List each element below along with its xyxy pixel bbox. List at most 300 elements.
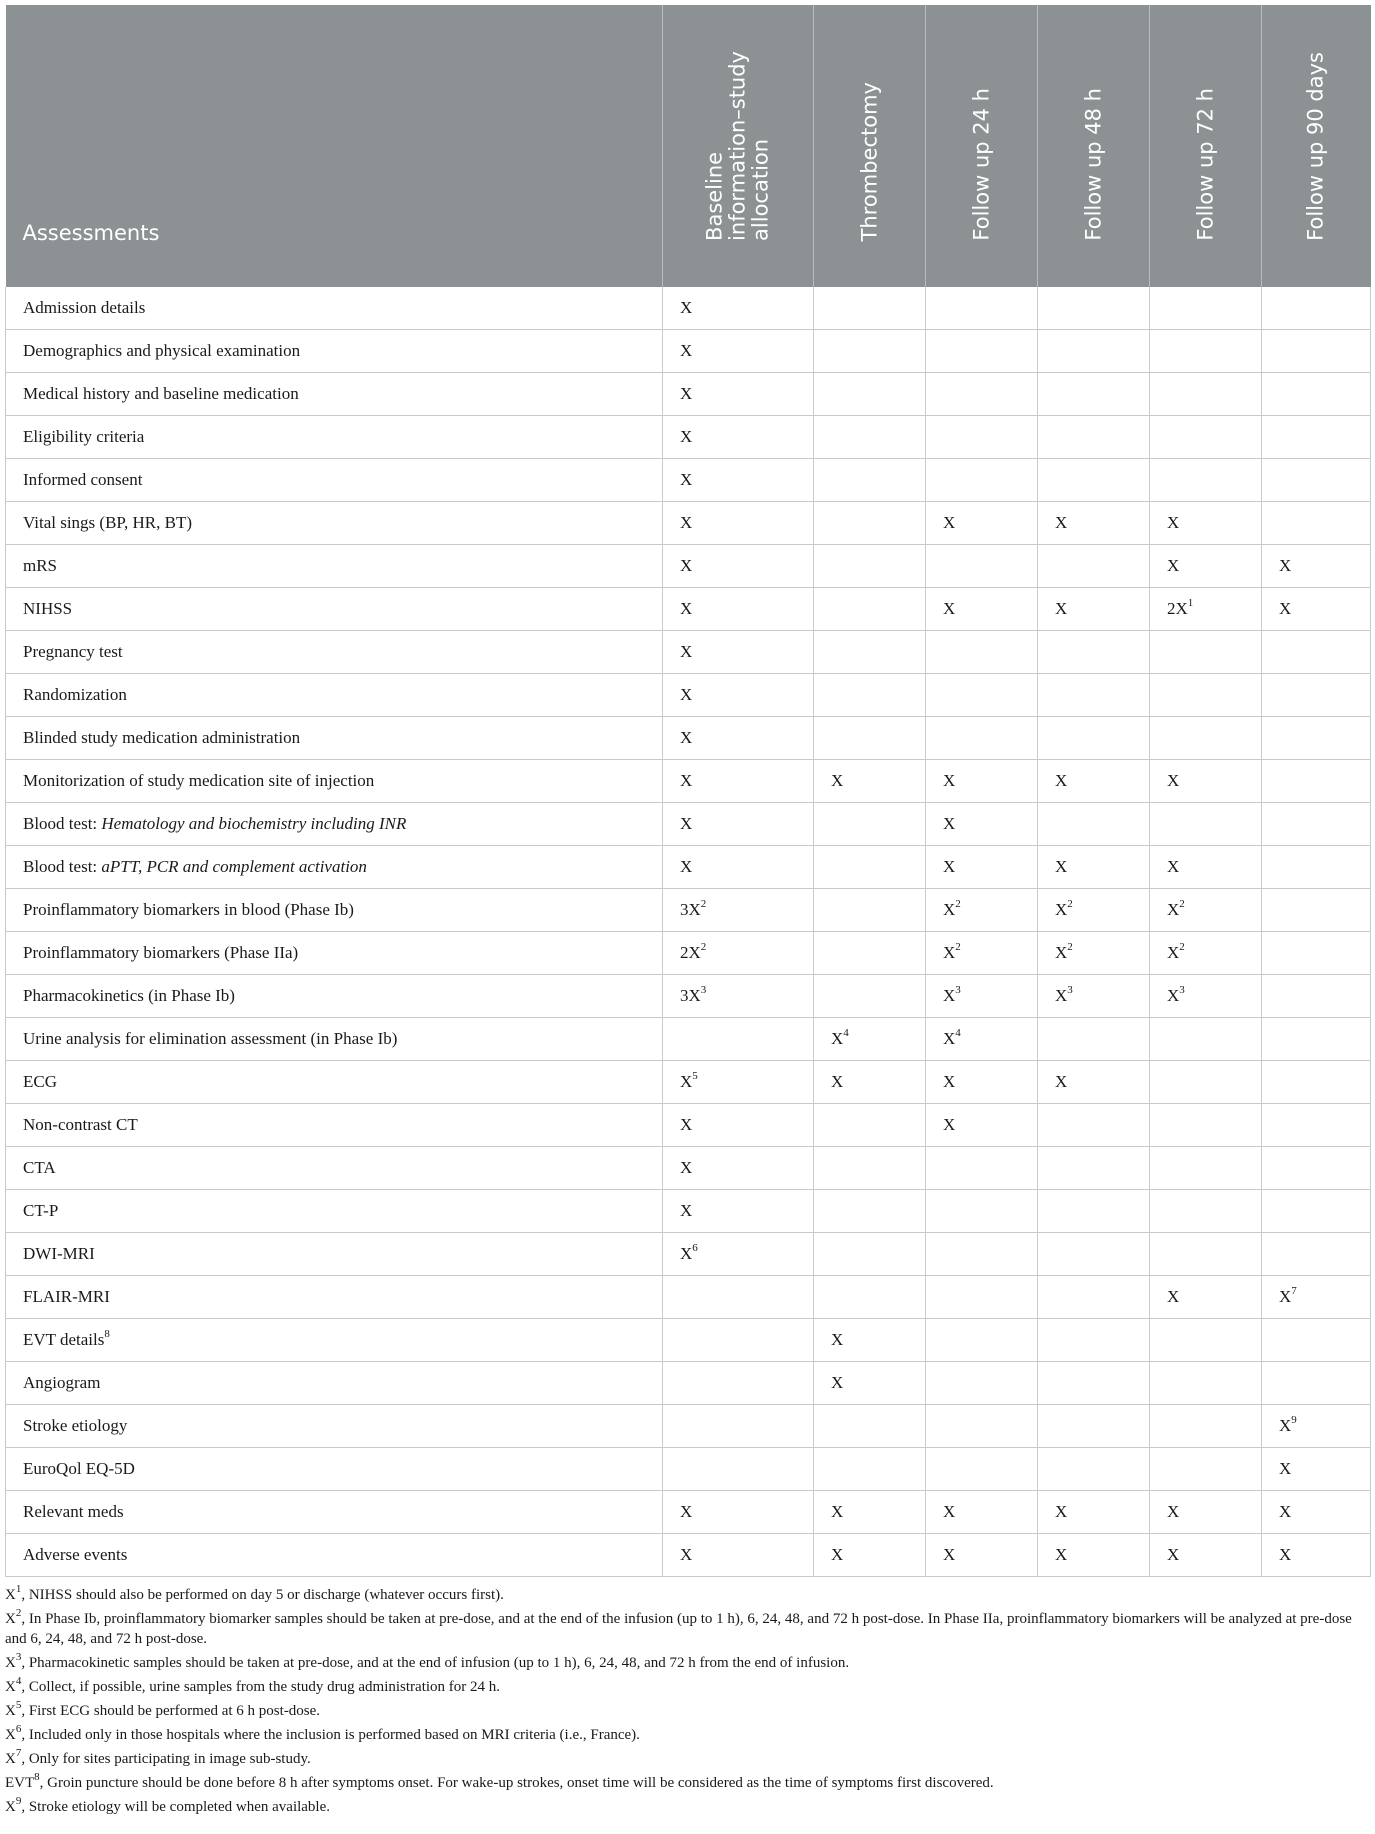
schedule-mark: X: [1055, 900, 1068, 919]
assessment-text: Blood test:: [23, 857, 102, 876]
footnote-ref: 2: [1179, 941, 1185, 954]
schedule-cell: [1038, 1319, 1150, 1362]
schedule-cell: [814, 674, 926, 717]
schedule-cell: [926, 674, 1038, 717]
assessment-label: [6, 760, 663, 803]
schedule-cell: [926, 459, 1038, 502]
schedule-cell: [663, 760, 814, 803]
schedule-cell: [814, 760, 926, 803]
schedule-cell: [926, 631, 1038, 674]
schedule-mark: X: [1055, 1545, 1068, 1564]
schedule-cell: [1150, 502, 1262, 545]
schedule-mark: 3X: [680, 900, 701, 919]
schedule-mark: X: [1167, 943, 1180, 962]
schedule-mark: X: [943, 1115, 956, 1134]
schedule-cell: [1038, 932, 1150, 975]
schedule-cell: [1262, 502, 1371, 545]
schedule-cell: [1038, 1534, 1150, 1577]
header-follow-up-24h: [926, 5, 1038, 287]
schedule-cell: [663, 1018, 814, 1061]
schedule-cell: [1150, 416, 1262, 459]
schedule-cell: [1150, 1018, 1262, 1061]
schedule-cell: [814, 1491, 926, 1534]
schedule-cell: [926, 502, 1038, 545]
assessment-text: mRS: [23, 556, 58, 575]
table-row: [6, 674, 1371, 717]
schedule-cell: [1150, 760, 1262, 803]
schedule-mark: X: [943, 900, 956, 919]
footnote-text: , Included only in those hospitals where the inclusion is performed based on MRI criteria (i.e., France).: [21, 1727, 640, 1743]
header-label: Baseline information–study allocation: [702, 51, 773, 241]
schedule-cell: [1150, 803, 1262, 846]
schedule-cell: [926, 975, 1038, 1018]
footnote: [5, 1677, 1370, 1697]
schedule-mark: X: [943, 599, 956, 618]
table-row: [6, 1190, 1371, 1233]
assessment-text: Blood test:: [23, 814, 102, 833]
schedule-cell: [1150, 1190, 1262, 1233]
schedule-cell: [1038, 287, 1150, 330]
schedule-cell: [1150, 330, 1262, 373]
schedule-cell: [1150, 373, 1262, 416]
schedule-cell: [1038, 416, 1150, 459]
schedule-cell: [1038, 846, 1150, 889]
assessment-label: [6, 1362, 663, 1405]
assessment-label: [6, 1319, 663, 1362]
footnote-prefix: X: [5, 1655, 16, 1671]
schedule-cell: [663, 717, 814, 760]
assessment-text: Non-contrast CT: [23, 1115, 138, 1134]
schedule-mark: X: [1167, 513, 1180, 532]
assessment-text: Pharmacokinetics (in Phase Ib): [23, 986, 235, 1005]
schedule-cell: [663, 1061, 814, 1104]
table-row: [6, 287, 1371, 330]
schedule-cell: [814, 1362, 926, 1405]
schedule-mark: X: [680, 298, 693, 317]
schedule-mark: X: [831, 1330, 844, 1349]
schedule-mark: X: [831, 1029, 844, 1048]
table-row: [6, 1233, 1371, 1276]
schedule-cell: [1150, 889, 1262, 932]
schedule-mark: X: [1167, 771, 1180, 790]
schedule-cell: [663, 1147, 814, 1190]
schedule-cell: [1262, 846, 1371, 889]
schedule-mark: X: [943, 857, 956, 876]
schedule-cell: [1262, 1061, 1371, 1104]
schedule-cell: [814, 1190, 926, 1233]
schedule-mark: X: [680, 642, 693, 661]
assessment-text: Angiogram: [23, 1373, 101, 1392]
footnote: [5, 1797, 1370, 1817]
schedule-cell: [814, 631, 926, 674]
schedule-mark: X: [1279, 1459, 1292, 1478]
schedule-mark: X: [1279, 556, 1292, 575]
schedule-cell: [663, 1405, 814, 1448]
schedule-cell: [814, 502, 926, 545]
assessment-text: Monitorization of study medication site of injection: [23, 771, 375, 790]
footnote-text: , First ECG should be performed at 6 h post-dose.: [21, 1703, 321, 1719]
schedule-cell: [926, 588, 1038, 631]
assessment-label: [6, 459, 663, 502]
schedule-mark: X: [1167, 1545, 1180, 1564]
schedule-cell: [1038, 803, 1150, 846]
assessment-label: [6, 1276, 663, 1319]
schedule-mark: X: [943, 986, 956, 1005]
assessment-label: [6, 1104, 663, 1147]
schedule-cell: [926, 1491, 1038, 1534]
schedule-mark: X: [1055, 857, 1068, 876]
assessment-text: CTA: [23, 1158, 56, 1177]
schedule-cell: [1150, 1534, 1262, 1577]
footnote-ref: 2: [1067, 898, 1073, 911]
schedule-cell: [1038, 1061, 1150, 1104]
schedule-cell: [814, 975, 926, 1018]
schedule-cell: [926, 1147, 1038, 1190]
schedule-cell: [663, 1190, 814, 1233]
assessment-text: DWI-MRI: [23, 1244, 95, 1263]
schedule-cell: [814, 803, 926, 846]
assessment-label: [6, 1534, 663, 1577]
footnote-ref: 2: [1179, 898, 1185, 911]
schedule-cell: [926, 330, 1038, 373]
footnote-prefix: X: [5, 1679, 16, 1695]
schedule-cell: [926, 760, 1038, 803]
footnote-ref: 3: [1067, 984, 1073, 997]
assessment-text: Informed consent: [23, 470, 143, 489]
schedule-cell: [1262, 287, 1371, 330]
schedule-cell: [1150, 717, 1262, 760]
assessment-text: Relevant meds: [23, 1502, 124, 1521]
footnote-ref: 2: [1067, 941, 1073, 954]
schedule-cell: [814, 545, 926, 588]
schedule-cell: [926, 287, 1038, 330]
assessment-label: [6, 373, 663, 416]
table-row: [6, 846, 1371, 889]
schedule-cell: [814, 1319, 926, 1362]
schedule-mark: 3X: [680, 986, 701, 1005]
assessment-label: [6, 717, 663, 760]
schedule-cell: [814, 1448, 926, 1491]
schedule-cell: [926, 1319, 1038, 1362]
schedule-cell: [1262, 416, 1371, 459]
assessment-text: Pregnancy test: [23, 642, 123, 661]
schedule-cell: [1150, 846, 1262, 889]
schedule-mark: X: [680, 814, 693, 833]
schedule-mark: X: [1055, 1502, 1068, 1521]
schedule-cell: [814, 373, 926, 416]
schedule-cell: [926, 373, 1038, 416]
header-label: Thrombectomy: [857, 81, 881, 241]
table-row: [6, 1104, 1371, 1147]
table-row: [6, 459, 1371, 502]
schedule-mark: X: [680, 1244, 693, 1263]
schedule-mark: X: [1279, 1287, 1292, 1306]
footnote-text: , Groin puncture should be done before 8 h after symptoms onset. For wake-up strokes, onset time will be considered as the time of symptoms first discovered.: [39, 1775, 994, 1791]
schedule-mark: X: [1167, 556, 1180, 575]
schedule-cell: [663, 631, 814, 674]
header-label: Follow up 90 days: [1303, 52, 1328, 241]
schedule-mark: X: [680, 556, 693, 575]
footnote: [5, 1749, 1370, 1769]
schedule-cell: [1150, 631, 1262, 674]
table-row: [6, 545, 1371, 588]
schedule-cell: [1038, 631, 1150, 674]
schedule-cell: [1038, 1276, 1150, 1319]
schedule-cell: [1150, 1276, 1262, 1319]
schedule-mark: X: [1055, 599, 1068, 618]
footnote: [5, 1653, 1370, 1673]
footnote-prefix: X: [5, 1587, 16, 1603]
schedule-cell: [1262, 760, 1371, 803]
schedule-cell: [926, 717, 1038, 760]
schedule-cell: [1262, 1534, 1371, 1577]
assessment-label: [6, 1405, 663, 1448]
table-row: [6, 1147, 1371, 1190]
assessment-label: [6, 588, 663, 631]
header-follow-up-72h: [1150, 5, 1262, 287]
schedule-cell: [1262, 1491, 1371, 1534]
schedule-cell: [663, 287, 814, 330]
assessment-text: Randomization: [23, 685, 127, 704]
schedule-cell: [663, 674, 814, 717]
schedule-cell: [1262, 1405, 1371, 1448]
schedule-cell: [926, 1018, 1038, 1061]
schedule-mark: X: [1279, 1545, 1292, 1564]
footnote-number: 9: [15, 1795, 22, 1807]
schedule-mark: 2X: [680, 943, 701, 962]
table-row: [6, 889, 1371, 932]
assessment-text: Urine analysis for elimination assessment (in Phase Ib): [23, 1029, 398, 1048]
schedule-cell: [1038, 975, 1150, 1018]
schedule-cell: [1038, 717, 1150, 760]
footnote-ref: 4: [955, 1027, 961, 1040]
schedule-cell: [663, 889, 814, 932]
footnote-prefix: EVT: [5, 1775, 35, 1791]
schedule-cell: [663, 1276, 814, 1319]
schedule-mark: X: [680, 685, 693, 704]
schedule-mark: X: [680, 771, 693, 790]
schedule-cell: [1262, 588, 1371, 631]
table-row: [6, 416, 1371, 459]
schedule-cell: [663, 502, 814, 545]
schedule-mark: X: [680, 513, 693, 532]
footnote-ref: 2: [955, 898, 961, 911]
schedule-mark: X: [1279, 599, 1292, 618]
schedule-cell: [663, 846, 814, 889]
assessment-text: Demographics and physical examination: [23, 341, 301, 360]
schedule-cell: [1038, 674, 1150, 717]
table-header-row: [6, 5, 1371, 287]
schedule-cell: [1150, 588, 1262, 631]
schedule-mark: X: [1279, 1502, 1292, 1521]
schedule-cell: [1262, 932, 1371, 975]
schedule-cell: [814, 932, 926, 975]
schedule-cell: [663, 1362, 814, 1405]
schedule-cell: [1038, 1147, 1150, 1190]
footnote-prefix: X: [5, 1727, 16, 1743]
footnote-ref: 5: [692, 1070, 698, 1083]
assessment-text: Blinded study medication administration: [23, 728, 301, 747]
schedule-cell: [1262, 1147, 1371, 1190]
assessment-schedule: [5, 5, 1370, 1821]
schedule-cell: [1150, 1405, 1262, 1448]
footnote-ref: 8: [104, 1328, 110, 1341]
footnote: [5, 1701, 1370, 1721]
assessment-label: [6, 631, 663, 674]
assessment-label: [6, 674, 663, 717]
schedule-cell: [1150, 932, 1262, 975]
schedule-cell: [663, 1233, 814, 1276]
schedule-cell: [1262, 1362, 1371, 1405]
assessment-label: [6, 330, 663, 373]
assessment-text: NIHSS: [23, 599, 73, 618]
schedule-cell: [663, 803, 814, 846]
assessment-label: [6, 803, 663, 846]
schedule-cell: [663, 330, 814, 373]
schedule-cell: [663, 932, 814, 975]
footnote-ref: 6: [692, 1242, 698, 1255]
header-label: Follow up 48 h: [1081, 88, 1105, 241]
schedule-cell: [1262, 1276, 1371, 1319]
schedule-cell: [1150, 545, 1262, 588]
schedule-cell: [926, 1405, 1038, 1448]
schedule-cell: [663, 1448, 814, 1491]
table-row: [6, 631, 1371, 674]
assessment-detail: aPTT, PCR and complement activation: [101, 857, 367, 876]
table-row: [6, 1362, 1371, 1405]
schedule-cell: [814, 588, 926, 631]
schedule-cell: [814, 846, 926, 889]
schedule-mark: X: [831, 1072, 844, 1091]
assessment-label: [6, 1233, 663, 1276]
schedule-mark: X: [1279, 1416, 1292, 1435]
footnote: [5, 1585, 1370, 1605]
schedule-mark: X: [831, 771, 844, 790]
schedule-cell: [1262, 803, 1371, 846]
header-thrombectomy: [814, 5, 926, 287]
schedule-mark: X: [1167, 1287, 1180, 1306]
assessment-label: [6, 287, 663, 330]
schedule-mark: X: [1055, 513, 1068, 532]
schedule-mark: X: [680, 1201, 693, 1220]
schedule-cell: [1150, 1362, 1262, 1405]
schedule-cell: [926, 545, 1038, 588]
assessment-label: [6, 932, 663, 975]
schedule-cell: [814, 416, 926, 459]
schedule-cell: [926, 846, 1038, 889]
schedule-cell: [1262, 545, 1371, 588]
assessment-text: Stroke etiology: [23, 1416, 128, 1435]
schedule-cell: [926, 803, 1038, 846]
assessment-label: [6, 416, 663, 459]
assessment-text: Proinflammatory biomarkers (Phase IIa): [23, 943, 299, 962]
assessment-table: [5, 5, 1371, 1577]
schedule-cell: [1038, 373, 1150, 416]
table-row: [6, 975, 1371, 1018]
assessment-label: [6, 1061, 663, 1104]
schedule-cell: [663, 975, 814, 1018]
schedule-mark: 2X: [1167, 599, 1188, 618]
footnote-number: 7: [15, 1747, 22, 1759]
assessment-text: Admission details: [23, 298, 146, 317]
table-row: [6, 932, 1371, 975]
schedule-cell: [814, 1147, 926, 1190]
schedule-cell: [926, 889, 1038, 932]
schedule-cell: [1038, 1362, 1150, 1405]
assessment-text: Eligibility criteria: [23, 427, 145, 446]
assessment-label: [6, 545, 663, 588]
schedule-cell: [1262, 459, 1371, 502]
footnote-number: 4: [15, 1675, 22, 1687]
footnote-ref: 4: [843, 1027, 849, 1040]
schedule-mark: X: [680, 857, 693, 876]
schedule-cell: [663, 416, 814, 459]
schedule-cell: [1262, 1190, 1371, 1233]
schedule-mark: X: [831, 1502, 844, 1521]
schedule-cell: [1262, 1104, 1371, 1147]
footnote-text: , NIHSS should also be performed on day 5 or discharge (whatever occurs first).: [21, 1587, 504, 1603]
schedule-cell: [1262, 674, 1371, 717]
schedule-cell: [1038, 1448, 1150, 1491]
header-assessments: Assessments: [6, 5, 663, 287]
header-baseline: [663, 5, 814, 287]
schedule-cell: [926, 1362, 1038, 1405]
footnote-number: 6: [15, 1723, 22, 1735]
schedule-cell: [1038, 502, 1150, 545]
schedule-cell: [926, 1534, 1038, 1577]
schedule-cell: [1038, 1233, 1150, 1276]
assessment-label: [6, 846, 663, 889]
schedule-cell: [1038, 1491, 1150, 1534]
assessment-text: Vital sings (BP, HR, BT): [23, 513, 192, 532]
schedule-mark: X: [943, 1072, 956, 1091]
assessment-label: [6, 1018, 663, 1061]
schedule-cell: [1038, 459, 1150, 502]
schedule-mark: X: [1167, 1502, 1180, 1521]
footnote-number: 8: [34, 1771, 40, 1783]
assessment-text: Proinflammatory biomarkers in blood (Phase Ib): [23, 900, 354, 919]
schedule-cell: [1038, 1190, 1150, 1233]
schedule-cell: [814, 1233, 926, 1276]
schedule-cell: [1150, 1147, 1262, 1190]
schedule-cell: [1150, 1491, 1262, 1534]
schedule-cell: [1038, 760, 1150, 803]
schedule-cell: [663, 1319, 814, 1362]
table-row: [6, 760, 1371, 803]
schedule-cell: [814, 459, 926, 502]
assessment-text: EVT details: [23, 1330, 105, 1349]
footnote-text: , Collect, if possible, urine samples from the study drug administration for 24 h.: [21, 1679, 501, 1695]
schedule-cell: [1150, 1061, 1262, 1104]
schedule-cell: [814, 1104, 926, 1147]
schedule-cell: [1038, 588, 1150, 631]
schedule-cell: [1262, 1448, 1371, 1491]
schedule-cell: [814, 1018, 926, 1061]
schedule-cell: [926, 1061, 1038, 1104]
schedule-cell: [814, 889, 926, 932]
schedule-mark: X: [1167, 857, 1180, 876]
schedule-cell: [926, 1104, 1038, 1147]
footnote: [5, 1773, 1370, 1793]
footnote-text: , In Phase Ib, proinflammatory biomarker samples should be taken at pre-dose, and at the end of the infusion (up to 1 h), 6, 24, 48, and 72 h post-dose. In Phase IIa, proinflammatory biomarkers will be analyzed at pre-dose and 6, 24, 48, and 72 h post-dose.: [5, 1611, 1352, 1647]
assessment-label: [6, 1491, 663, 1534]
schedule-mark: X: [1167, 900, 1180, 919]
schedule-mark: X: [943, 1545, 956, 1564]
schedule-mark: X: [943, 1029, 956, 1048]
footnote-text: , Pharmacokinetic samples should be taken at pre-dose, and at the end of infusion (up to 1 h), 6, 24, 48, and 72 h from the end of infusion.: [21, 1655, 850, 1671]
schedule-mark: X: [680, 1072, 693, 1091]
footnote-number: 2: [15, 1607, 22, 1619]
